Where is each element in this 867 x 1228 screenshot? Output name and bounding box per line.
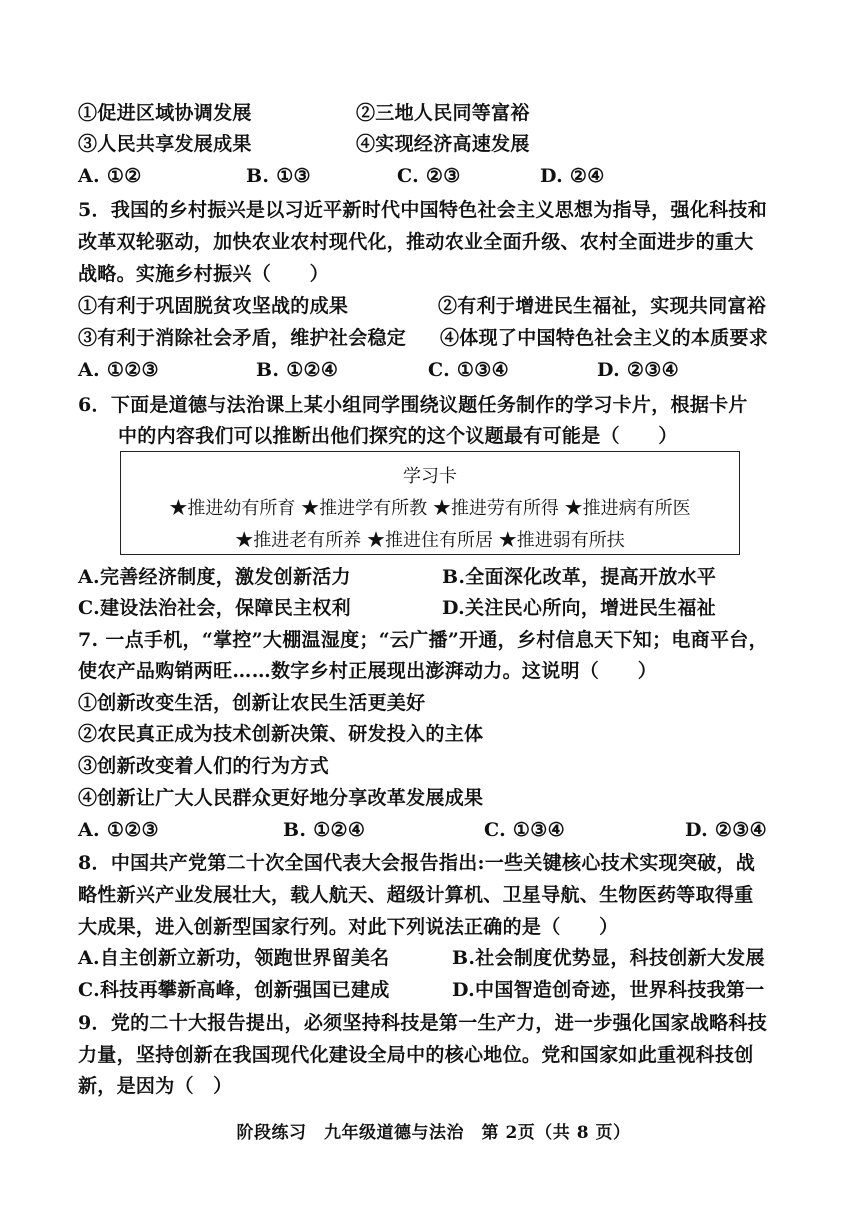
- q4-answer-a: A. ①②: [78, 165, 142, 187]
- q8-stem-line-1: 8．中国共产党第二十次全国代表大会报告指出:一些关键核心技术实现突破，战: [78, 852, 756, 874]
- q6-answer-b: B.全面深化改革，提高开放水平: [442, 566, 717, 588]
- q8-stem-line-2: 略性新兴产业发展壮大，载人航天、超级计算机、卫星导航、生物医药等取得重: [78, 884, 754, 906]
- q8-answer-b: B.社会制度优势显，科技创新大发展: [452, 947, 765, 969]
- q7-option-2: ②农民真正成为技术创新决策、研发投入的主体: [78, 723, 484, 745]
- q7-option-3: ③创新改变着人们的行为方式: [78, 755, 329, 777]
- q6-stem-line-1: 6．下面是道德与法治课上某小组同学围绕议题任务制作的学习卡片，根据卡片: [78, 394, 748, 416]
- q9-stem-line-3: 新，是因为（ ）: [78, 1075, 233, 1097]
- q5-stem-line-2: 改革双轮驱动，加快农业农村现代化，推动农业全面升级、农村全面进步的重大: [78, 231, 754, 253]
- q6-answer-c: C.建设法治社会，保障民主权利: [78, 597, 351, 619]
- q4-option-2: ②三地人民同等富裕: [356, 102, 530, 124]
- q8-answer-c: C.科技再攀新高峰，创新强国已建成: [78, 979, 390, 1001]
- page-footer: 阶段练习 九年级道德与法治 第 2页（共 8 页）: [236, 1123, 631, 1143]
- q7-answer-b: B. ①②④: [283, 819, 366, 841]
- q4-option-4: ④实现经济高速发展: [356, 133, 530, 155]
- q9-stem-line-1: 9．党的二十大报告提出，必须坚持科技是第一生产力，进一步强化国家战略科技: [78, 1012, 768, 1034]
- q5-answer-c: C. ①③④: [428, 359, 509, 381]
- q8-answer-d: D.中国智造创奇迹，世界科技我第一: [452, 979, 765, 1001]
- q5-answer-a: A. ①②③: [78, 359, 159, 381]
- q5-answer-b: B. ①②④: [256, 359, 339, 381]
- q4-answer-b: B. ①③: [246, 165, 311, 187]
- study-card: [120, 451, 740, 555]
- q7-stem-line-2: 使农产品购销两旺……数字乡村正展现出澎湃动力。这说明（ ）: [78, 660, 658, 682]
- q5-stem-line-3: 战略。实施乡村振兴（ ）: [78, 263, 329, 285]
- q5-option-3: ③有利于消除社会矛盾，维护社会稳定: [78, 327, 407, 349]
- q5-option-2: ②有利于增进民生福祉，实现共同富裕: [438, 295, 767, 317]
- q4-answer-c: C. ②③: [397, 165, 461, 187]
- q5-option-1: ①有利于巩固脱贫攻坚战的成果: [78, 295, 349, 317]
- q5-stem-line-1: 5．我国的乡村振兴是以习近平新时代中国特色社会主义思想为指导，强化科技和: [78, 199, 768, 221]
- q5-answer-d: D. ②③④: [597, 359, 679, 381]
- q8-answer-a: A.自主创新立新功，领跑世界留美名: [78, 947, 390, 969]
- q9-stem-line-2: 力量，坚持创新在我国现代化建设全局中的核心地位。党和国家如此重视科技创: [78, 1044, 754, 1066]
- q7-answer-a: A. ①②③: [78, 819, 159, 841]
- q7-option-1: ①创新改变生活，创新让农民生活更美好: [78, 692, 426, 714]
- q4-answer-d: D. ②④: [540, 165, 605, 187]
- q7-answer-c: C. ①③④: [484, 819, 565, 841]
- q6-stem-line-2: 中的内容我们可以推断出他们探究的这个议题最有可能是（ ）: [118, 425, 678, 447]
- study-card-row-2: ★推进老有所养 ★推进住有所居 ★推进弱有所扶: [235, 530, 625, 551]
- q8-stem-line-3: 大成果，进入创新型国家行列。对此下列说法正确的是（ ）: [78, 916, 619, 938]
- q7-option-4: ④创新让广大人民群众更好地分享改革发展成果: [78, 787, 484, 809]
- q7-answer-d: D. ②③④: [685, 819, 767, 841]
- study-card-title: 学习卡: [403, 466, 457, 487]
- study-card-row-1: ★推进幼有所育 ★推进学有所教 ★推进劳有所得 ★推进病有所医: [169, 498, 691, 519]
- q5-option-4: ④体现了中国特色社会主义的本质要求: [440, 327, 769, 349]
- q6-answer-a: A.完善经济制度，激发创新活力: [78, 566, 351, 588]
- q7-stem-line-1: 7. 一点手机，“掌控”大棚温湿度；“云广播”开通，乡村信息天下知；电商平台，: [78, 629, 768, 651]
- q4-option-1: ①促进区域协调发展: [78, 102, 252, 124]
- q6-answer-d: D.关注民心所向，增进民生福祉: [442, 597, 716, 619]
- q4-option-3: ③人民共享发展成果: [78, 133, 252, 155]
